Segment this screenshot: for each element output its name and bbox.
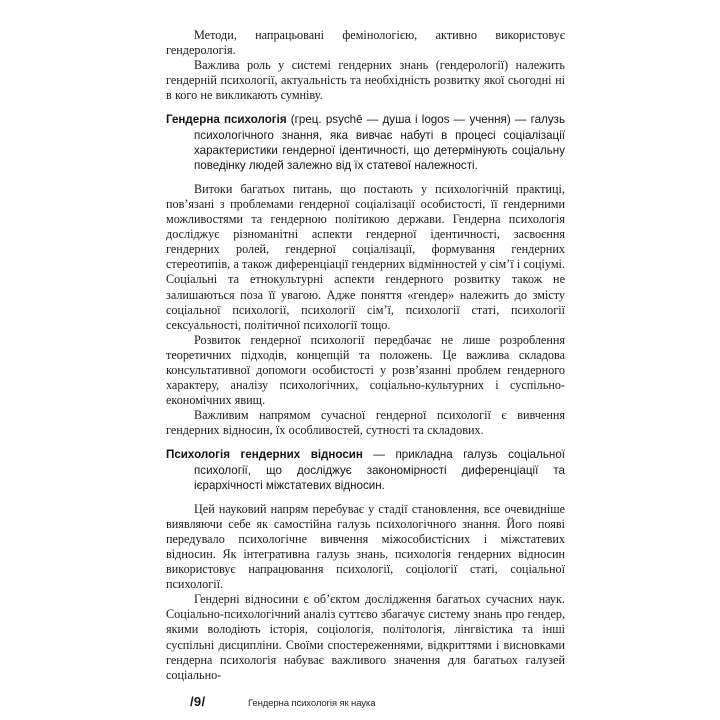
paragraph-important-direction: Важливим напрямом сучасної гендерної психології є вивчення гендерних відносин, їх особливостей, сутності та складових. <box>166 408 565 438</box>
definition-gender-relations-psychology <box>166 447 565 492</box>
paragraph-origins: Витоки багатьох питань, що постають у психологічній практиці, пов’язані з проблемами гендерної соціалізації особистості, її гендерними можливостями та гендерною політикою держави. Гендерна психологія досліджує різноманітні аспекти гендерної ідентичності, засвоєння гендерних ролей, гендерної соціалізації, формування гендерних стереотипів, а також диференціації гендерних відмінностей у сім’ї і соціумі. Соціальні та етнокультурні аспекти гендерного розвитку також не залишаються поза її увагою. Адже поняття «гендер» належить до змісту соціальної психології, психології сім’ї, психології статі, психології сексуальності, політичної психології тощо. <box>166 181 565 332</box>
paragraph-development: Розвиток гендерної психології передбачає не лише розроблення теоретичних підходів, концепцій та положень. Це важлива складова консультативної допомоги особистості у розв’язанні проблем гендерного характеру, аналізу психологічних, соціально-культурних і суспільно-економічних явищ. <box>166 332 565 408</box>
paragraph-methods: Методи, напрацьовані фемінологією, активно використовує гендерологія. <box>166 28 565 58</box>
definition-gender-psychology <box>166 112 565 172</box>
page-number: /9/ <box>190 694 206 709</box>
definition-body-gender-psychology: (грец. psychē — душа і logos — учення) — галузь психологічного знання, яка вивчає набуті в процесі соціалізації характеристики гендерної ідентичності, що детермінують соціальну поведінку людей залежно від їх статевої належності. <box>194 113 565 172</box>
paragraph-gender-relations-object: Гендерні відносини є об’єктом дослідження багатьох сучасних наук. Соціально-психологічний аналіз суттєво збагачує систему знань про гендер, якими володіють історія, соціологія, політологія, лінгвістика та інші суспільні дисципліни. Своїми спостереженнями, відкриттями і висновками гендерна психологія набуває важливого значення для багатьох галузей соціально- <box>166 592 565 682</box>
text-column <box>166 28 565 683</box>
paragraph-important-role: Важлива роль у системі гендерних знань (гендерології) належить гендерній психології, актуальність та необхідність розвитку якої сьогодні ні в кого не викликають сумніву. <box>166 58 565 103</box>
page-footer <box>190 694 375 709</box>
definition-term-gender-relations: Психологія гендерних відносин <box>166 448 363 462</box>
running-title: Гендерна психологія як наука <box>248 698 376 709</box>
paragraph-scientific-direction: Цей науковий напрям перебуває у стадії становлення, все очевидніше виявляючи себе як самостійна галузь психологічного знання. Його появі передувало психологічне вивчення міжособистісних і міжстатевих відносин. Як інтегративна галузь знань, психологія гендерних відносин використовує напрацювання психології, соціології статі, соціальної психології. <box>166 501 565 592</box>
definition-term-gender-psychology: Гендерна психологія <box>166 113 287 127</box>
definition-body-gender-relations: — прикладна галузь соціальної психології, що досліджує закономірності диференціації та ієрархічності міжстатевих відносин. <box>194 448 566 492</box>
